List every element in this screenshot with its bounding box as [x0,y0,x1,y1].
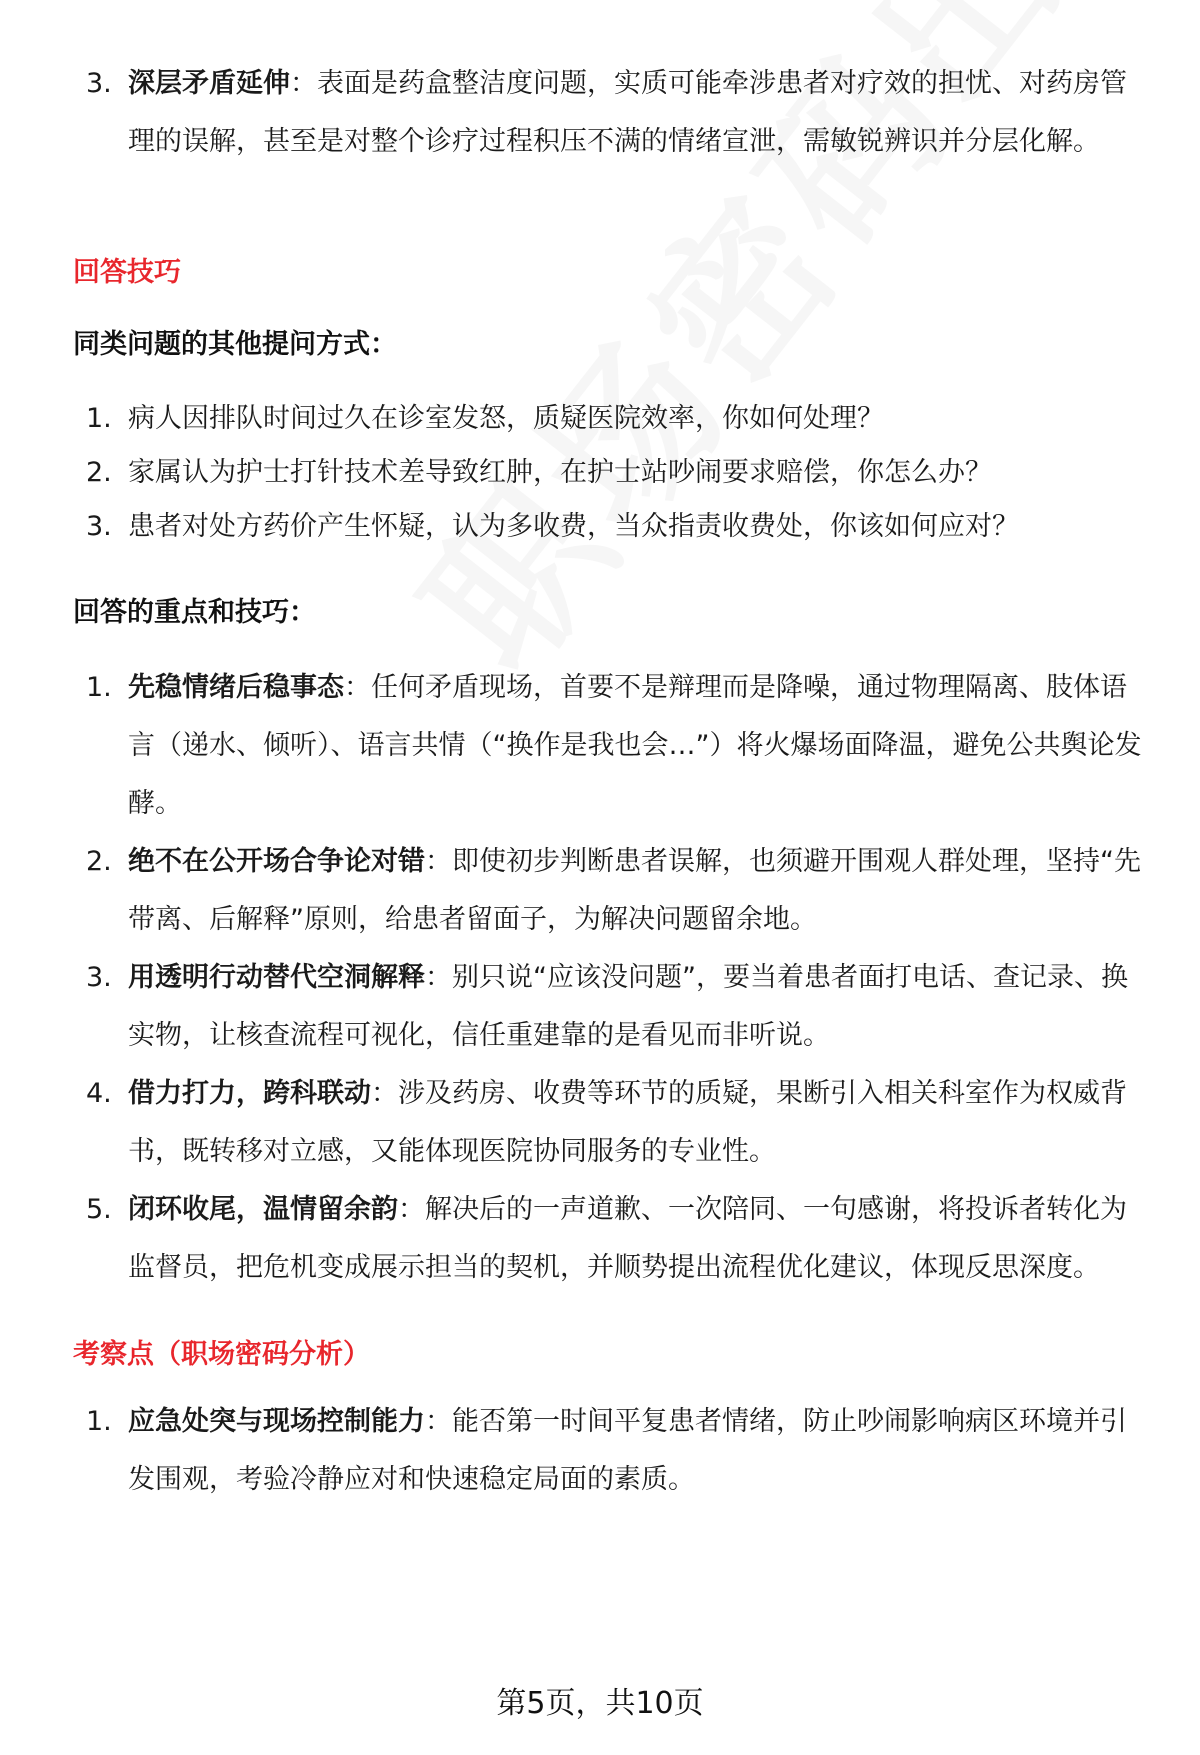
section-heading-exam-points: 考察点（职场密码分析） [73,1339,370,1370]
list-item-text: 家属认为护士打针技术差导致红肿，在护士站吵闹要求赔偿，你怎么办？ [128,457,992,488]
list-number: 3. [86,962,112,993]
similar-questions-heading: 同类问题的其他提问方式： [73,329,397,360]
list-item-text: ：即使初步判断患者误解，也须避开围观人群处理，坚持“先带离、后解释”原则，给患者留面子，为解决问题留余地。 [128,846,1141,935]
list-item-text: 患者对处方药价产生怀疑，认为多收费，当众指责收费处，你该如何应对？ [128,511,1019,542]
list-item-title: 闭环收尾，温情留余韵 [128,1194,398,1225]
list-item-text: ：能否第一时间平复患者情绪，防止吵闹影响病区环境并引发围观，考验冷静应对和快速稳定局面的素质。 [128,1406,1127,1495]
list-item [75,1393,1145,1509]
list-number: 4. [86,1078,112,1109]
intro-list [75,55,1145,171]
list-item-title: 应急处突与现场控制能力 [128,1406,425,1437]
list-number: 2. [86,846,112,877]
list-item-title: 绝不在公开场合争论对错 [128,846,425,877]
list-item [75,1065,1145,1181]
list-item [75,392,1145,446]
list-item-title: 先稳情绪后稳事态 [128,672,344,703]
list-item [75,1181,1145,1297]
list-item-title: 用透明行动替代空洞解释 [128,962,425,993]
list-number: 3. [86,511,112,542]
list-item [75,500,1145,554]
list-item-title: 深层矛盾延伸 [128,68,290,99]
exam-points-list [75,1393,1145,1509]
list-item [75,833,1145,949]
similar-questions-list [75,392,1145,554]
list-item-text: ：涉及药房、收费等环节的质疑，果断引入相关科室作为权威背书，既转移对立感，又能体现医院协同服务的专业性。 [128,1078,1127,1167]
list-number: 1. [86,672,112,703]
list-item-text: 病人因排队时间过久在诊室发怒，质疑医院效率，你如何处理？ [128,403,884,434]
list-item [75,949,1145,1065]
page-footer: 第5页，共10页 [496,1686,704,1721]
list-item [75,446,1145,500]
list-item-text: ：别只说“应该没问题”，要当着患者面打电话、查记录、换实物，让核查流程可视化，信任重建靠的是看见而非听说。 [128,962,1128,1051]
list-number: 2. [86,457,112,488]
list-item-title: 借力打力，跨科联动 [128,1078,371,1109]
list-number: 1. [86,1406,112,1437]
list-item-text: ：表面是药盒整洁度问题，实质可能牵涉患者对疗效的担忧、对药房管理的误解，甚至是对整个诊疗过程积压不满的情绪宣泄，需敏锐辨识并分层化解。 [128,68,1127,157]
list-item [75,55,1145,171]
list-number: 3. [86,68,112,99]
key-points-heading: 回答的重点和技巧： [73,597,316,628]
list-item [75,659,1145,833]
list-item-text: ：任何矛盾现场，首要不是辩理而是降噪，通过物理隔离、肢体语言（递水、倾听）、语言共情（“换作是我也会…”）将火爆场面降温，避免公共舆论发酵。 [128,672,1142,819]
section-heading-answer-tips: 回答技巧 [73,257,181,288]
list-item-text: ：解决后的一声道歉、一次陪同、一句感谢，将投诉者转化为监督员，把危机变成展示担当的契机，并顺势提出流程优化建议，体现反思深度。 [128,1194,1127,1283]
list-number: 5. [86,1194,112,1225]
key-points-list [75,659,1145,1297]
list-number: 1. [86,403,112,434]
